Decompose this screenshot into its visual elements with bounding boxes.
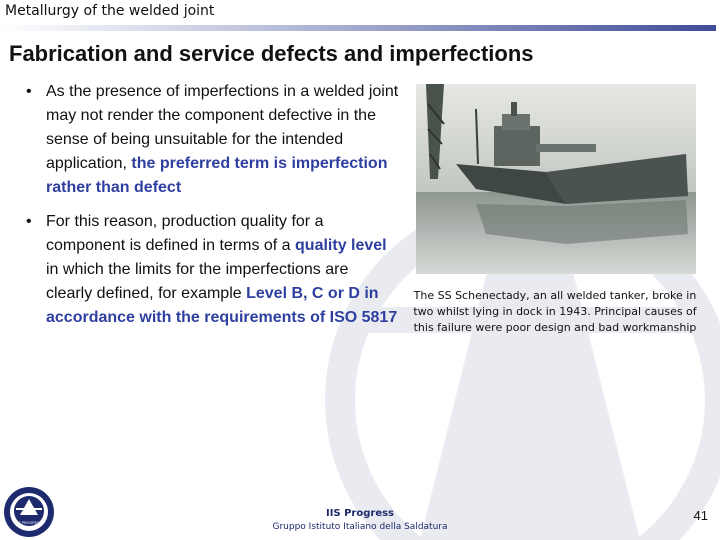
ship-photo	[416, 84, 696, 274]
slide-title: Fabrication and service defects and imperfections	[9, 41, 534, 66]
bullet-text: As the presence of imperfections in a welded joint may not render the component defective in the sense of being unsuitable for the intended application,	[46, 83, 399, 172]
bullet-icon: •	[26, 83, 32, 100]
bullet-list	[24, 80, 399, 340]
page-number: 41	[693, 508, 708, 523]
bullet-highlight: Level B, C or D in accordance with the requirements of ISO 5817	[46, 285, 398, 326]
bullet-item	[24, 210, 399, 330]
bullet-item	[24, 80, 399, 200]
logo-text: IIS PROGRESS	[16, 521, 42, 525]
photo-caption: The SS Schenectady, an all welded tanker, broke in two whilst lying in dock in 1943. Principal causes of this failure were poor design and bad workmanship	[413, 289, 697, 334]
bullet-text: in which the limits for the imperfections are clearly defined, for example	[46, 261, 349, 302]
bullet-highlight: quality level	[295, 237, 387, 254]
footer-subtitle: Gruppo Istituto Italiano della Saldatura	[272, 522, 448, 532]
header-gradient-bar	[0, 25, 716, 31]
footer-org: IIS Progress	[325, 508, 395, 519]
bullet-highlight: the preferred term is imperfection rather than defect	[46, 155, 388, 196]
bullet-text: For this reason, production quality for a component is defined in terms of a	[46, 213, 324, 254]
bullet-icon: •	[26, 213, 32, 230]
course-label: Metallurgy of the welded joint	[5, 3, 215, 19]
broken-tanker-image	[416, 84, 696, 274]
